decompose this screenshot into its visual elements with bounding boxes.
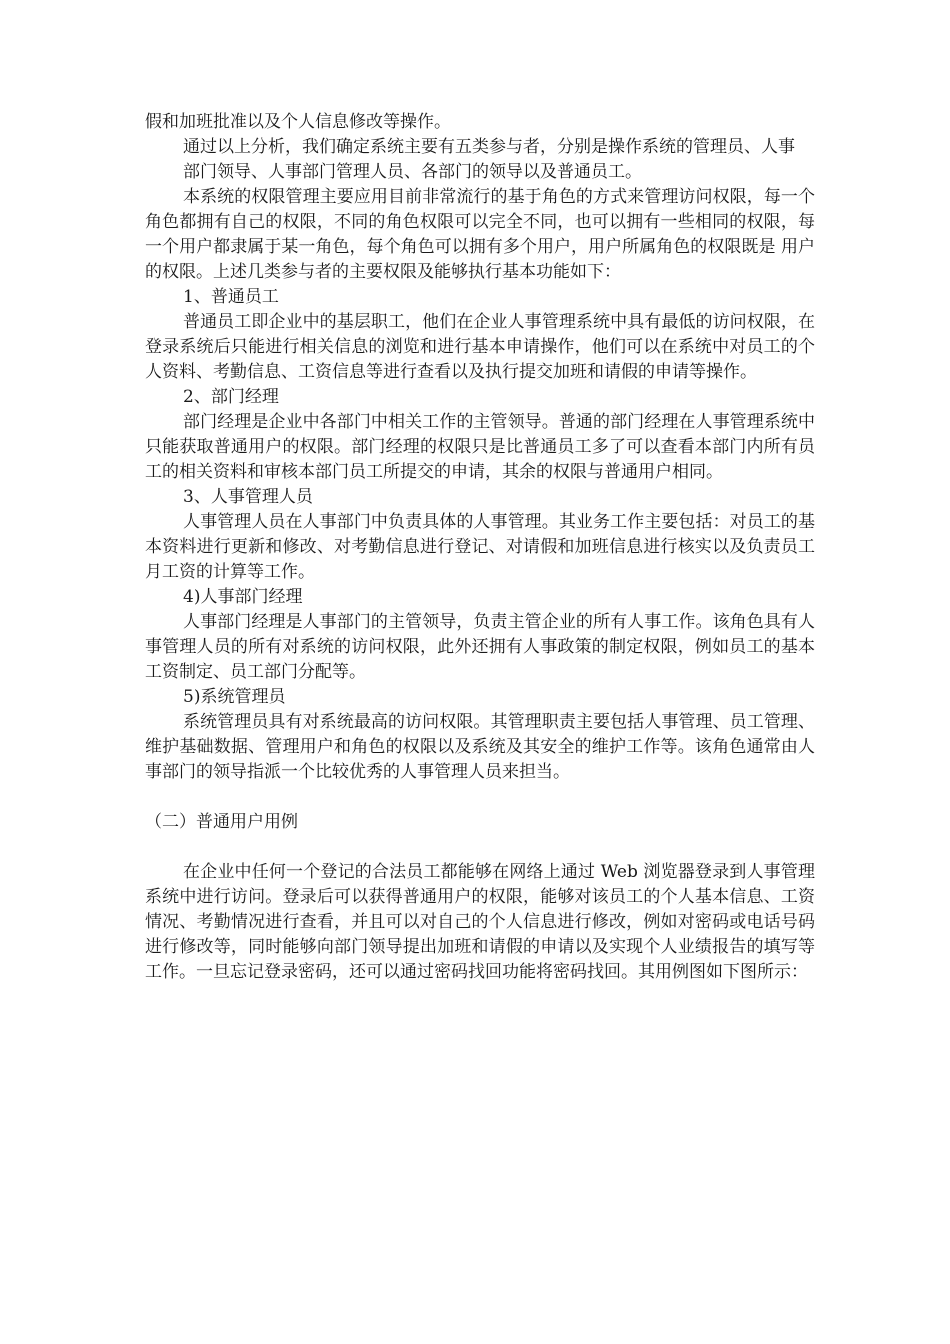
paragraph-system-admin: 系统管理员具有对系统最高的访问权限。其管理职责主要包括人事管理、员工管理、维护基础数据、管理用户和角色的权限以及系统及其安全的维护工作等。该角色通常由人事部门的领导指派一个比较优秀的人事管理人员来担当。 xyxy=(145,712,815,782)
item-heading-ordinary-employee: 1、普通员工 xyxy=(183,287,279,307)
item-heading-hr-manager: 4)人事部门经理 xyxy=(183,587,303,607)
section-heading-user-use-case: （二）普通用户用例 xyxy=(145,812,298,832)
paragraph-permission-management: 本系统的权限管理主要应用目前非常流行的基于角色的方式来管理访问权限，每一个角色都拥有自己的权限，不同的角色权限可以完全不同，也可以拥有一些相同的权限，每一个用户都隶属于某一角色，每个角色可以拥有多个用户，用户所属角色的权限既是 用户的权限。上述几类参与者的主要权限及能够执行基本功能如下： xyxy=(145,187,815,282)
paragraph-actors-intro: 通过以上分析，我们确定系统主要有五类参与者，分别是操作系统的管理员、人事 xyxy=(183,137,795,157)
paragraph-continuation: 假和加班批准以及个人信息修改等操作。 xyxy=(145,112,451,132)
paragraph-user-use-case: 在企业中任何一个登记的合法员工都能够在网络上通过 Web 浏览器登录到人事管理系统中进行访问。登录后可以获得普通用户的权限，能够对该员工的个人基本信息、工资情况、考勤情况进行查看，并且可以对自己的个人信息进行修改，例如对密码或电话号码进行修改等，同时能够向部门领导提出加班和请假的申请以及实现个人业绩报告的填写等工作。一旦忘记登录密码，还可以通过密码找回功能将密码找回。其用例图如下图所示： xyxy=(145,862,815,982)
paragraph-department-manager: 部门经理是企业中各部门中相关工作的主管领导。普通的部门经理在人事管理系统中只能获取普通用户的权限。部门经理的权限只是比普通员工多了可以查看本部门内所有员工的相关资料和审核本部门员工所提交的申请，其余的权限与普通用户相同。 xyxy=(145,412,815,482)
paragraph-actors-list: 部门领导、人事部门管理人员、各部门的领导以及普通员工。 xyxy=(183,162,642,182)
document-body xyxy=(145,110,815,985)
item-heading-hr-staff: 3、人事管理人员 xyxy=(183,487,313,507)
paragraph-hr-staff: 人事管理人员在人事部门中负责具体的人事管理。其业务工作主要包括：对员工的基本资料进行更新和修改、对考勤信息进行登记、对请假和加班信息进行核实以及负责员工月工资的计算等工作。 xyxy=(145,512,815,582)
paragraph-ordinary-employee: 普通员工即企业中的基层职工，他们在企业人事管理系统中具有最低的访问权限，在登录系统后只能进行相关信息的浏览和进行基本申请操作，他们可以在系统中对员工的个人资料、考勤信息、工资信息等进行查看以及执行提交加班和请假的申请等操作。 xyxy=(145,312,815,382)
item-heading-department-manager: 2、部门经理 xyxy=(183,387,279,407)
item-heading-system-admin: 5)系统管理员 xyxy=(183,687,286,707)
paragraph-hr-manager: 人事部门经理是人事部门的主管领导，负责主管企业的所有人事工作。该角色具有人事管理人员的所有对系统的访问权限，此外还拥有人事政策的制定权限，例如员工的基本工资制定、员工部门分配等。 xyxy=(145,612,815,682)
